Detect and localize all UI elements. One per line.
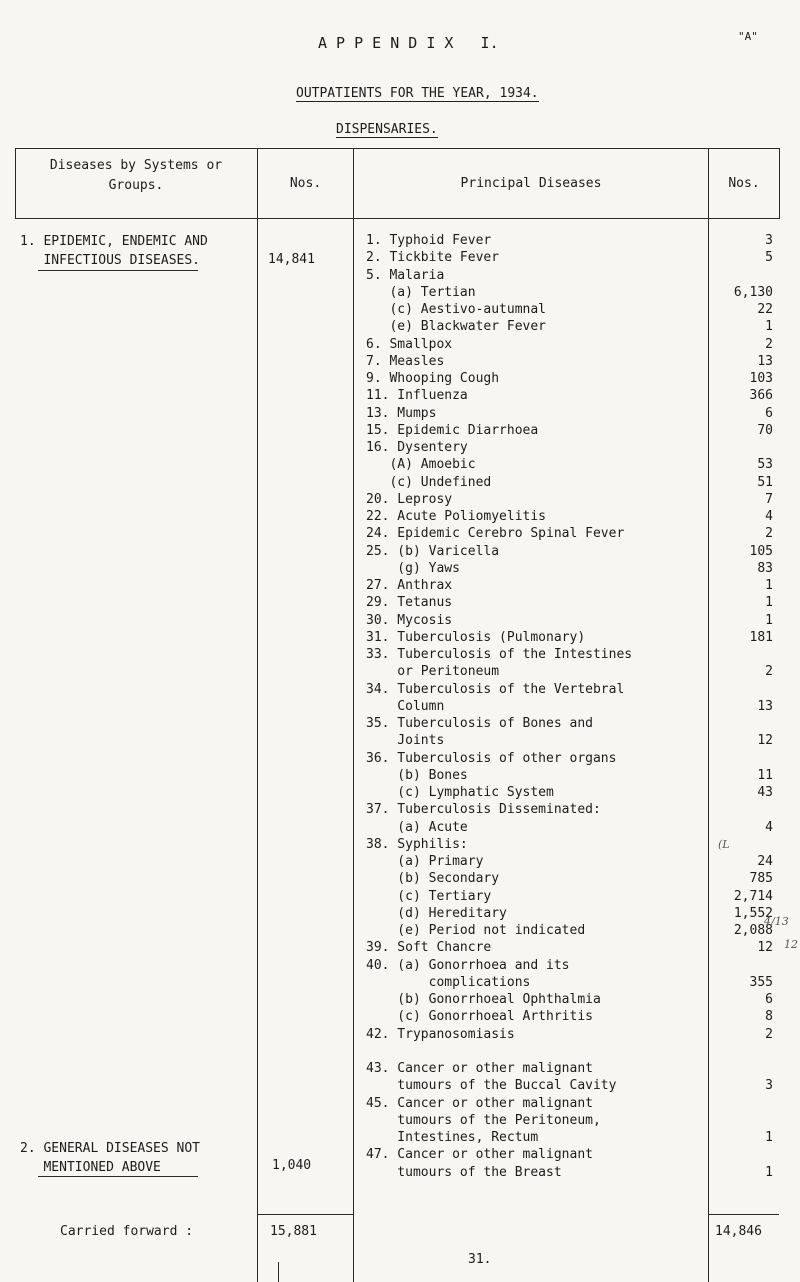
appendix-title: A P P E N D I X I.: [318, 34, 499, 52]
page-number: 31.: [468, 1252, 492, 1267]
disease-name: or Peritoneum: [366, 664, 500, 680]
group-1-underline: [38, 270, 198, 271]
disease-name: tumours of the Breast: [366, 1164, 562, 1180]
disease-count: 43: [757, 785, 773, 800]
carried-rule-left: [258, 1214, 353, 1215]
disease-count: 6: [765, 405, 773, 421]
disease-name: (a) Acute: [366, 819, 468, 835]
col-divider-1: [257, 148, 258, 1282]
disease-name: (e) Blackwater Fever: [366, 319, 547, 335]
disease-count: 181: [749, 629, 773, 645]
disease-name: (c) Undefined: [366, 474, 492, 490]
disease-name: 29. Tetanus: [366, 595, 453, 611]
table-top-border: [15, 148, 780, 149]
disease-name: (a) Tertian: [366, 284, 476, 300]
disease-count: 13: [757, 353, 773, 369]
disease-name: 36. Tuberculosis of other organs: [366, 750, 617, 766]
disease-name: 47. Cancer or other malignant: [366, 1147, 593, 1163]
disease-name: complications: [366, 974, 531, 990]
disease-count: 12: [757, 940, 773, 956]
disease-count: 2: [765, 526, 773, 542]
disease-name: (e) Period not indicated: [366, 923, 586, 938]
disease-count: 6: [765, 992, 773, 1007]
disease-name: Column: [366, 698, 445, 714]
disease-name: (d) Hereditary: [366, 905, 507, 921]
disease-name: 7. Measles: [366, 353, 445, 369]
disease-count: 22: [757, 302, 773, 317]
disease-name: 31. Tuberculosis (Pulmonary): [366, 629, 586, 645]
disease-count: 70: [757, 422, 773, 438]
disease-count: 1: [765, 1130, 773, 1145]
carried-forward-right: 14,846: [715, 1224, 762, 1239]
disease-name: (a) Primary: [366, 854, 484, 869]
disease-count: 103: [749, 371, 773, 386]
disease-name: 43. Cancer or other malignant: [366, 1061, 593, 1076]
group-label-2: 2. GENERAL DISEASES NOT MENTIONED ABOVE: [20, 1141, 201, 1175]
carried-rule-right: [709, 1214, 779, 1215]
disease-name: 16. Dysentery: [366, 440, 468, 455]
disease-count: 1: [765, 1164, 773, 1180]
disease-name: 13. Mumps: [366, 405, 437, 421]
disease-name: 33. Tuberculosis of the Intestines: [366, 647, 633, 662]
disease-count: 105: [749, 543, 773, 559]
disease-name: 20. Leprosy: [366, 491, 453, 507]
disease-name: (c) Tertiary: [366, 888, 492, 904]
report-title: OUTPATIENTS FOR THE YEAR, 1934.: [296, 86, 539, 101]
disease-name: 24. Epidemic Cerebro Spinal Fever: [366, 526, 625, 542]
disease-name: 35. Tuberculosis of Bones and: [366, 716, 593, 731]
stub-line: [278, 1262, 279, 1282]
disease-count: 355: [749, 974, 773, 990]
disease-count: 12: [757, 733, 773, 749]
disease-name: (b) Bones: [366, 767, 468, 783]
disease-name: 9. Whooping Cough: [366, 371, 500, 386]
disease-count: 13: [757, 698, 773, 714]
disease-count: 1: [765, 595, 773, 611]
disease-count: 785: [749, 871, 773, 887]
group-label-1: 1. EPIDEMIC, ENDEMIC AND INFECTIOUS DISEASES.: [20, 234, 208, 268]
disease-count: 51: [757, 474, 773, 490]
header-principal: Principal Diseases: [460, 176, 602, 191]
header-groups: Diseases by Systems or Groups.: [49, 158, 223, 193]
disease-name: 42. Trypanosomiasis: [366, 1026, 515, 1042]
col-divider-3: [708, 148, 709, 1282]
group-nos-2: 1,040: [272, 1158, 312, 1173]
disease-count: 1: [765, 612, 773, 628]
disease-count: 4: [765, 509, 773, 524]
disease-name: 30. Mycosis: [366, 612, 453, 628]
disease-name: 6. Smallpox: [366, 336, 453, 352]
disease-count: 7: [765, 491, 773, 507]
disease-count: 1: [765, 578, 773, 593]
disease-count: 53: [757, 457, 773, 473]
page-marker: "A": [738, 30, 758, 43]
disease-name: 37. Tuberculosis Disseminated:: [366, 802, 601, 818]
disease-count: 366: [749, 388, 773, 404]
table-right-border: [779, 148, 780, 218]
disease-name: 11. Influenza: [366, 388, 468, 404]
disease-name: tumours of the Peritoneum,: [366, 1112, 601, 1128]
disease-count: 24: [757, 854, 773, 869]
disease-count: 1: [765, 319, 773, 335]
disease-name: 15. Epidemic Diarrhoea: [366, 422, 539, 438]
disease-name: 2. Tickbite Fever: [366, 250, 500, 266]
disease-name: 45. Cancer or other malignant: [366, 1095, 593, 1111]
disease-count: 2: [765, 664, 773, 680]
disease-count: 2,714: [733, 888, 773, 904]
disease-name: 34. Tuberculosis of the Vertebral: [366, 681, 625, 697]
subtitle: DISPENSARIES.: [336, 122, 438, 137]
disease-name: 1. Typhoid Fever: [366, 233, 492, 248]
handwritten-note-2: 4/13: [764, 915, 789, 928]
disease-name: 22. Acute Poliomyelitis: [366, 509, 547, 524]
disease-count: 11: [757, 767, 773, 783]
disease-name: 39. Soft Chancre: [366, 940, 492, 956]
disease-count: 3: [765, 1078, 773, 1094]
disease-count: 2,088: [733, 923, 773, 938]
group-2-underline: [38, 1176, 198, 1177]
handwritten-note-3: 12: [784, 938, 798, 951]
disease-count: 8: [765, 1009, 773, 1025]
disease-name: 5. Malaria: [366, 267, 445, 283]
disease-name: (c) Gonorrhoeal Arthritis: [366, 1009, 593, 1025]
disease-count: 83: [757, 560, 773, 576]
disease-name: (c) Aestivo-autumnal: [366, 302, 547, 317]
disease-name: 40. (a) Gonorrhoea and its: [366, 957, 570, 973]
disease-name: (A) Amoebic: [366, 457, 476, 473]
disease-count: 2: [765, 336, 773, 352]
header-nos-right: Nos.: [728, 176, 760, 191]
disease-count: 1,552: [733, 905, 773, 921]
carried-forward-label: Carried forward :: [60, 1224, 194, 1239]
disease-name: 27. Anthrax: [366, 578, 453, 593]
header-bottom-border: [15, 218, 780, 219]
disease-name: Joints: [366, 733, 445, 749]
group-nos-1: 14,841: [268, 252, 315, 267]
disease-name: tumours of the Buccal Cavity: [366, 1078, 617, 1094]
handwritten-note-1: (L: [718, 838, 730, 851]
disease-name: (b) Gonorrhoeal Ophthalmia: [366, 992, 601, 1007]
disease-count: 3: [765, 233, 773, 248]
disease-count: 4: [765, 819, 773, 835]
carried-forward-left: 15,881: [270, 1224, 317, 1239]
disease-count: 6,130: [733, 284, 773, 300]
disease-name: (c) Lymphatic System: [366, 785, 554, 800]
col-divider-2: [353, 148, 354, 1282]
disease-name: 25. (b) Varicella: [366, 543, 500, 559]
disease-name: Intestines, Rectum: [366, 1130, 539, 1145]
disease-count: 2: [765, 1026, 773, 1042]
table-left-border: [15, 148, 16, 218]
disease-name: (g) Yaws: [366, 560, 460, 576]
disease-name: 38. Syphilis:: [366, 836, 468, 852]
header-nos-left: Nos.: [289, 176, 322, 191]
disease-count: 5: [765, 250, 773, 266]
disease-name: (b) Secondary: [366, 871, 500, 887]
